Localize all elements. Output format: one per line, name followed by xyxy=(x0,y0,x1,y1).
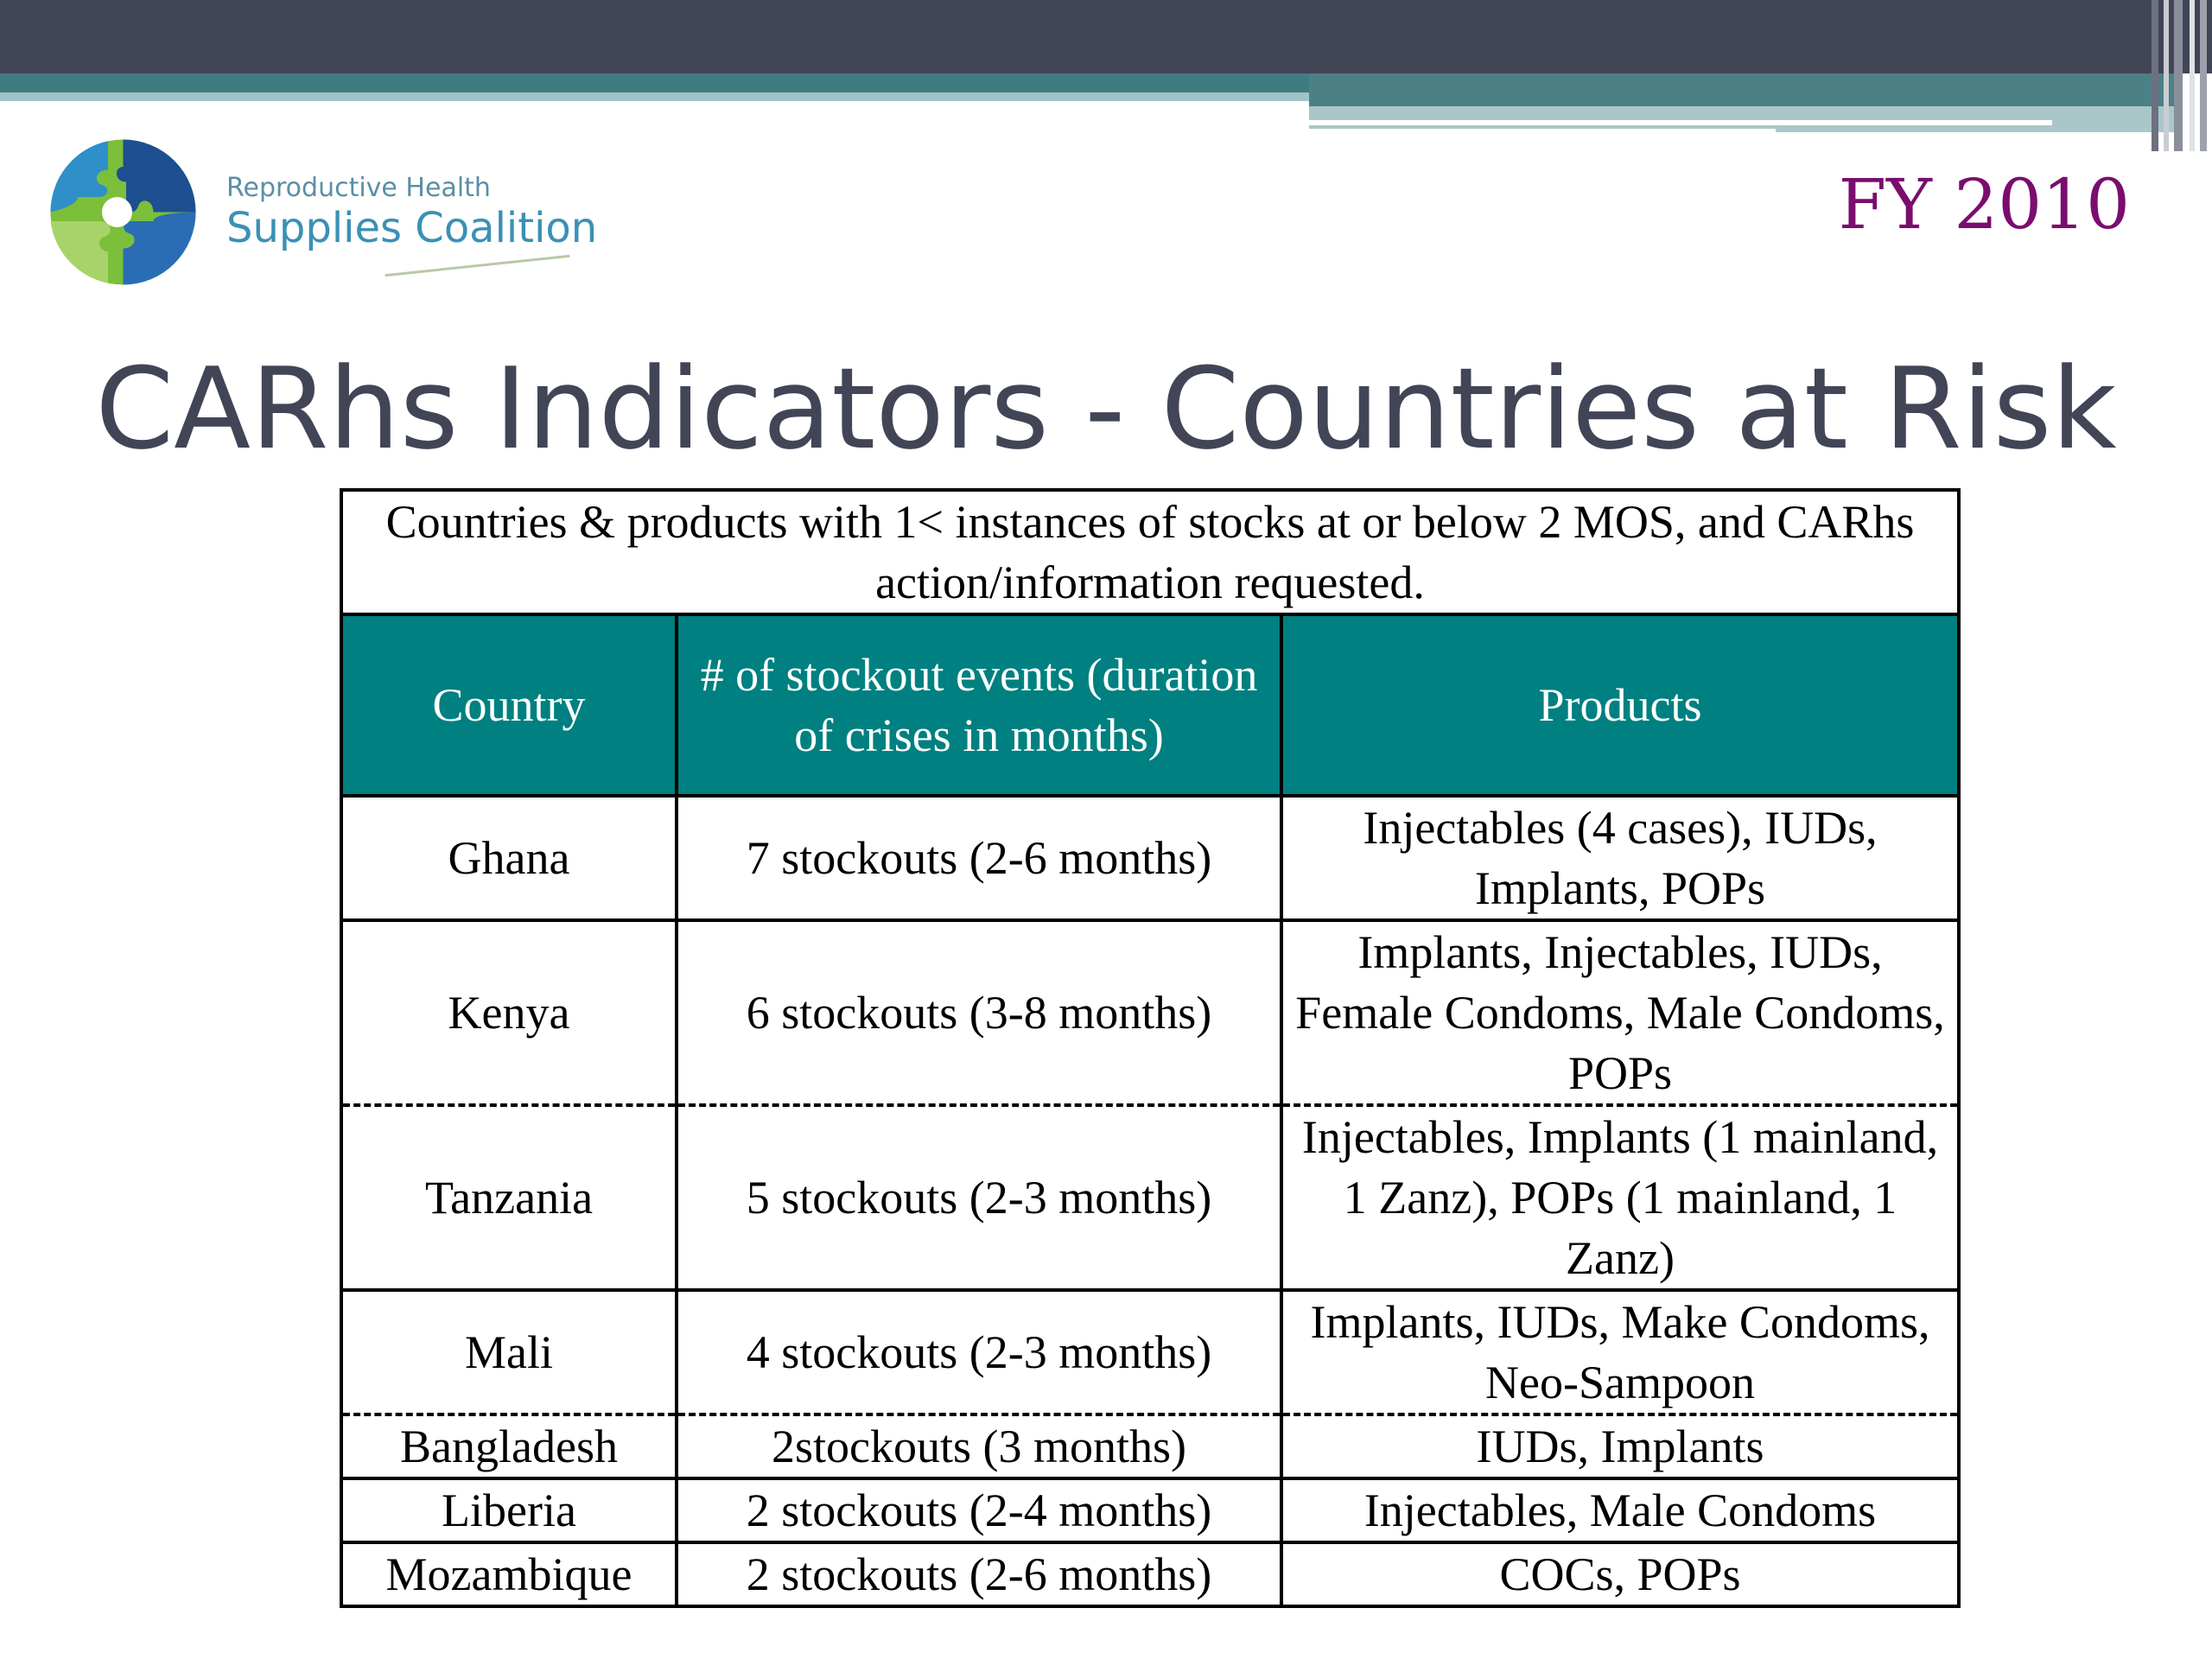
table-row xyxy=(341,1105,1959,1290)
logo-underline xyxy=(385,255,569,276)
table-row xyxy=(341,920,1959,1105)
header-row xyxy=(341,614,1959,796)
caption-row xyxy=(341,490,1959,614)
products-cell: IUDs, Implants xyxy=(1281,1414,1959,1478)
countries-at-risk-table xyxy=(340,488,1961,1608)
country-cell: Tanzania xyxy=(341,1105,677,1290)
header-stockouts: # of stockout events (duration of crises in months) xyxy=(677,614,1281,796)
table-row xyxy=(341,1414,1959,1478)
slide-title: CARhs Indicators - Countries at Risk xyxy=(95,343,2117,474)
teal-stripe-right xyxy=(1309,73,2177,106)
stockouts-cell: 6 stockouts (3-8 months) xyxy=(677,920,1281,1105)
header-products: Products xyxy=(1281,614,1959,796)
fiscal-year-label: FY 2010 xyxy=(1838,164,2130,245)
light-stripe xyxy=(0,92,1309,101)
logo-line-2: Supplies Coalition xyxy=(226,204,598,252)
table-caption: Countries & products with 1< instances of stocks at or below 2 MOS, and CARhs action/information requested. xyxy=(341,490,1959,614)
stockouts-cell: 5 stockouts (2-3 months) xyxy=(677,1105,1281,1290)
country-cell: Ghana xyxy=(341,796,677,920)
country-cell: Kenya xyxy=(341,920,677,1105)
coalition-name xyxy=(226,173,597,252)
right-edge-stripes xyxy=(2152,0,2212,151)
products-cell: Injectables (4 cases), IUDs, Implants, POPs xyxy=(1281,796,1959,920)
country-cell: Mozambique xyxy=(341,1542,677,1606)
products-cell: Injectables, Implants (1 mainland, 1 Zanz), POPs (1 mainland, 1 Zanz) xyxy=(1281,1105,1959,1290)
products-cell: Implants, IUDs, Make Condoms, Neo-Sampoon xyxy=(1281,1290,1959,1414)
products-cell: COCs, POPs xyxy=(1281,1542,1959,1606)
table-row xyxy=(341,1478,1959,1542)
logo-line-1: Reproductive Health xyxy=(226,173,491,203)
stockouts-cell: 2 stockouts (2-6 months) xyxy=(677,1542,1281,1606)
coalition-logo-icon xyxy=(48,137,199,288)
stockouts-cell: 4 stockouts (2-3 months) xyxy=(677,1290,1281,1414)
stockouts-cell: 2 stockouts (2-4 months) xyxy=(677,1478,1281,1542)
table-row xyxy=(341,796,1959,920)
country-cell: Mali xyxy=(341,1290,677,1414)
country-cell: Liberia xyxy=(341,1478,677,1542)
products-cell: Implants, Injectables, IUDs, Female Condoms, Male Condoms, POPs xyxy=(1281,920,1959,1105)
country-cell: Bangladesh xyxy=(341,1414,677,1478)
stockouts-cell: 2stockouts (3 months) xyxy=(677,1414,1281,1478)
table-row xyxy=(341,1290,1959,1414)
products-cell: Injectables, Male Condoms xyxy=(1281,1478,1959,1542)
stockouts-cell: 7 stockouts (2-6 months) xyxy=(677,796,1281,920)
light-stripe-right xyxy=(1309,106,2177,132)
table-row xyxy=(341,1542,1959,1606)
header-country: Country xyxy=(341,614,677,796)
top-banner xyxy=(0,0,2212,73)
teal-stripe xyxy=(0,73,1309,92)
